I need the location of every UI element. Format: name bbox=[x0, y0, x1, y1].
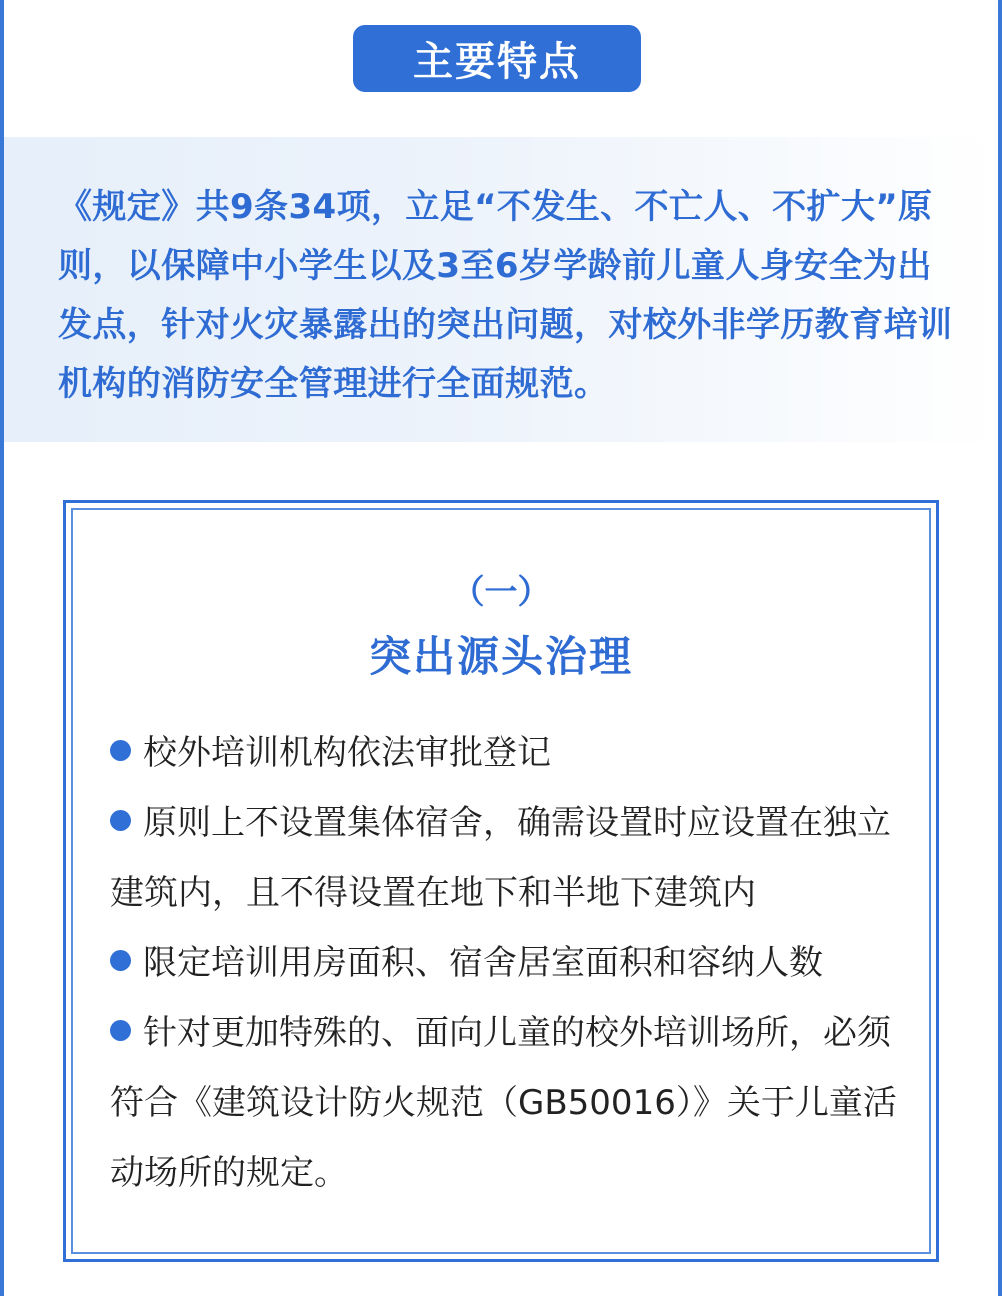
section-header-badge bbox=[353, 25, 641, 92]
bullet-dot-icon bbox=[110, 810, 131, 831]
intro-paragraph: 《规定》共9条34项，立足“不发生、不亡人、不扩大”原则，以保障中小学生以及3至6岁学龄前儿童人身安全为出发点，针对火灾暴露出的突出问题，对校外非学历教育培训机构的消防安全管理进行全面规范。 bbox=[58, 187, 953, 404]
feature-number: （一） bbox=[451, 572, 551, 611]
section-header-title: 主要特点 bbox=[413, 39, 581, 85]
feature-title: 突出源头治理 bbox=[368, 632, 633, 681]
bullet-item bbox=[110, 718, 900, 788]
bullet-text: 原则上不设置集体宿舍，确需设置时应设置在独立建筑内，且不得设置在地下和半地下建筑内 bbox=[110, 803, 891, 913]
bullet-text: 针对更加特殊的、面向儿童的校外培训场所，必须符合《建筑设计防火规范（GB50016）》关于儿童活动场所的规定。 bbox=[110, 1013, 897, 1193]
bullet-text: 校外培训机构依法审批登记 bbox=[143, 733, 551, 773]
bullet-item bbox=[110, 928, 900, 998]
feature-bullet-list bbox=[110, 718, 900, 1208]
bullet-dot-icon bbox=[110, 740, 131, 761]
bullet-item bbox=[110, 998, 900, 1208]
bullet-dot-icon bbox=[110, 950, 131, 971]
bullet-dot-icon bbox=[110, 1020, 131, 1041]
bullet-item bbox=[110, 788, 900, 928]
bullet-text: 限定培训用房面积、宿舍居室面积和容纳人数 bbox=[143, 943, 823, 983]
